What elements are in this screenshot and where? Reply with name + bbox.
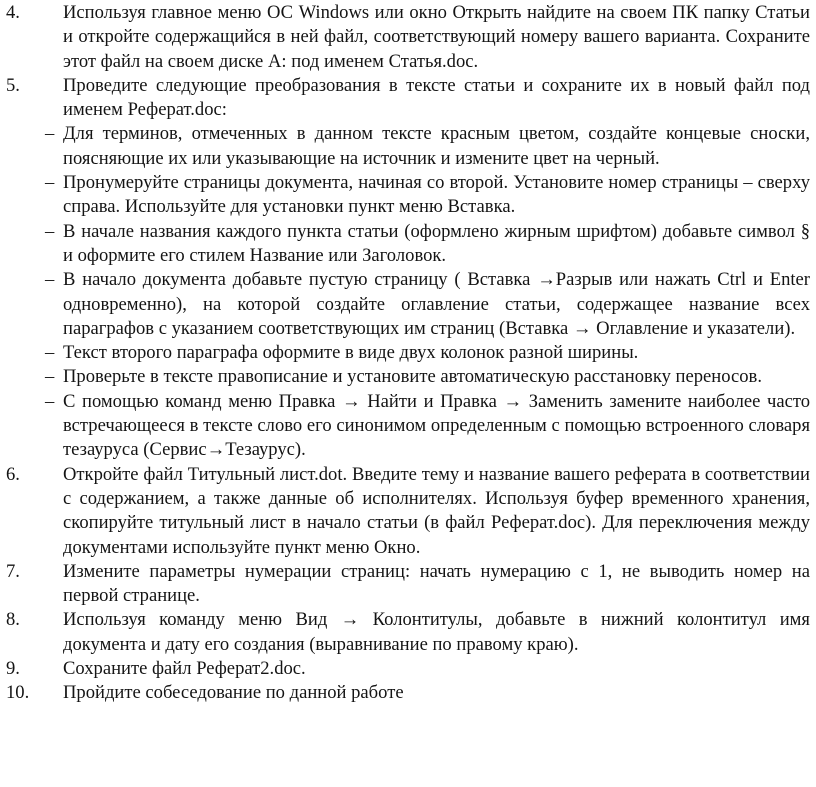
item-text: Для терминов, отмеченных в данном тексте красным цветом, создайте концевые сноски, поясняющие их или указывающие на источник и измените цвет на черный. — [63, 123, 810, 169]
item-text: Сохраните файл Реферат2.doc. — [63, 658, 306, 680]
item-number: 8. — [6, 609, 20, 631]
item-text: Пронумеруйте страницы документа, начиная со второй. Установите номер страницы – сверху справа. Используйте для установки пункт меню Вставка. — [63, 172, 810, 218]
item-text: Измените параметры нумерации страниц: начать нумерацию с 1, не выводить номер на первой странице. — [63, 560, 810, 607]
item-text: В начале названия каждого пункта статьи (оформлено жирным шрифтом) добавьте символ § и оформите его стилем Название или Заголовок. — [63, 220, 810, 266]
dash-marker: – — [45, 220, 55, 242]
item-text: Откройте файл Титульный лист.dot. Введите тему и название вашего реферата в соответствии с содержанием, а также данные об исполнителях. Используя буфер временного хранения, скопируйте титульный лист в начало статьи (в файл Реферат.doc). Для переключения между документами используйте пункт меню Окно. — [63, 463, 810, 558]
item-text: Пройдите собеседование по данной работе — [63, 682, 404, 704]
sub-item-thesaurus — [0, 390, 810, 463]
dash-marker: – — [45, 390, 55, 412]
sub-item-footnotes — [0, 122, 810, 171]
item-number: 4. — [6, 2, 20, 23]
list-item-9 — [0, 657, 810, 681]
list-item-8 — [0, 608, 810, 657]
sub-item-two-columns — [0, 341, 810, 365]
sub-item-section-symbol — [0, 220, 810, 269]
item-number: 10. — [6, 682, 30, 704]
item-text: С помощью команд меню Правка → Найти и Правка → Заменить замените наиболее часто встречающееся в тексте слово его синонимом определенным с помощью встроенного словаря тезауруса (Сервис→Тезаурус). — [63, 390, 810, 461]
item-number: 7. — [6, 560, 20, 582]
dash-marker: – — [45, 366, 55, 388]
item-text: Используя главное меню ОС Windows или окно Открыть найдите на своем ПК папку Статьи и откройте содержащийся в ней файл, соответствующий номеру вашего варианта. Сохраните этот файл на своем диске А: под именем Статья.doc. — [63, 2, 810, 72]
sub-item-table-of-contents — [0, 268, 810, 341]
item-text: Текст второго параграфа оформите в виде двух колонок разной ширины. — [63, 342, 639, 364]
item-text: Проведите следующие преобразования в тексте статьи и сохраните их в новый файл под именем Реферат.doc: — [63, 74, 810, 121]
sub-item-page-numbers — [0, 171, 810, 220]
item-number: 6. — [6, 463, 20, 485]
list-item-10 — [0, 681, 810, 705]
item-text: Проверьте в тексте правописание и установите автоматическую расстановку переносов. — [63, 366, 762, 388]
list-item-5 — [0, 74, 810, 123]
item-number: 9. — [6, 658, 20, 680]
item-number: 5. — [6, 74, 20, 96]
list-item-4 — [0, 1, 810, 74]
dash-marker: – — [45, 123, 55, 145]
item-text: В начало документа добавьте пустую страницу ( Вставка →Разрыв или нажать Ctrl и Enter одновременно), на которой создайте оглавление статьи, содержащее название всех параграфов с указанием соответствующих им страниц (Вставка → Оглавление и указатели). — [63, 269, 810, 339]
list-item-7 — [0, 560, 810, 609]
dash-marker: – — [45, 342, 55, 364]
dash-marker: – — [45, 172, 55, 194]
list-item-6 — [0, 463, 810, 560]
item-text: Используя команду меню Вид → Колонтитулы, добавьте в нижний колонтитул имя документа и дату его создания (выравнивание по правому краю). — [63, 609, 810, 655]
dash-marker: – — [45, 269, 55, 291]
sub-item-spellcheck — [0, 365, 810, 389]
